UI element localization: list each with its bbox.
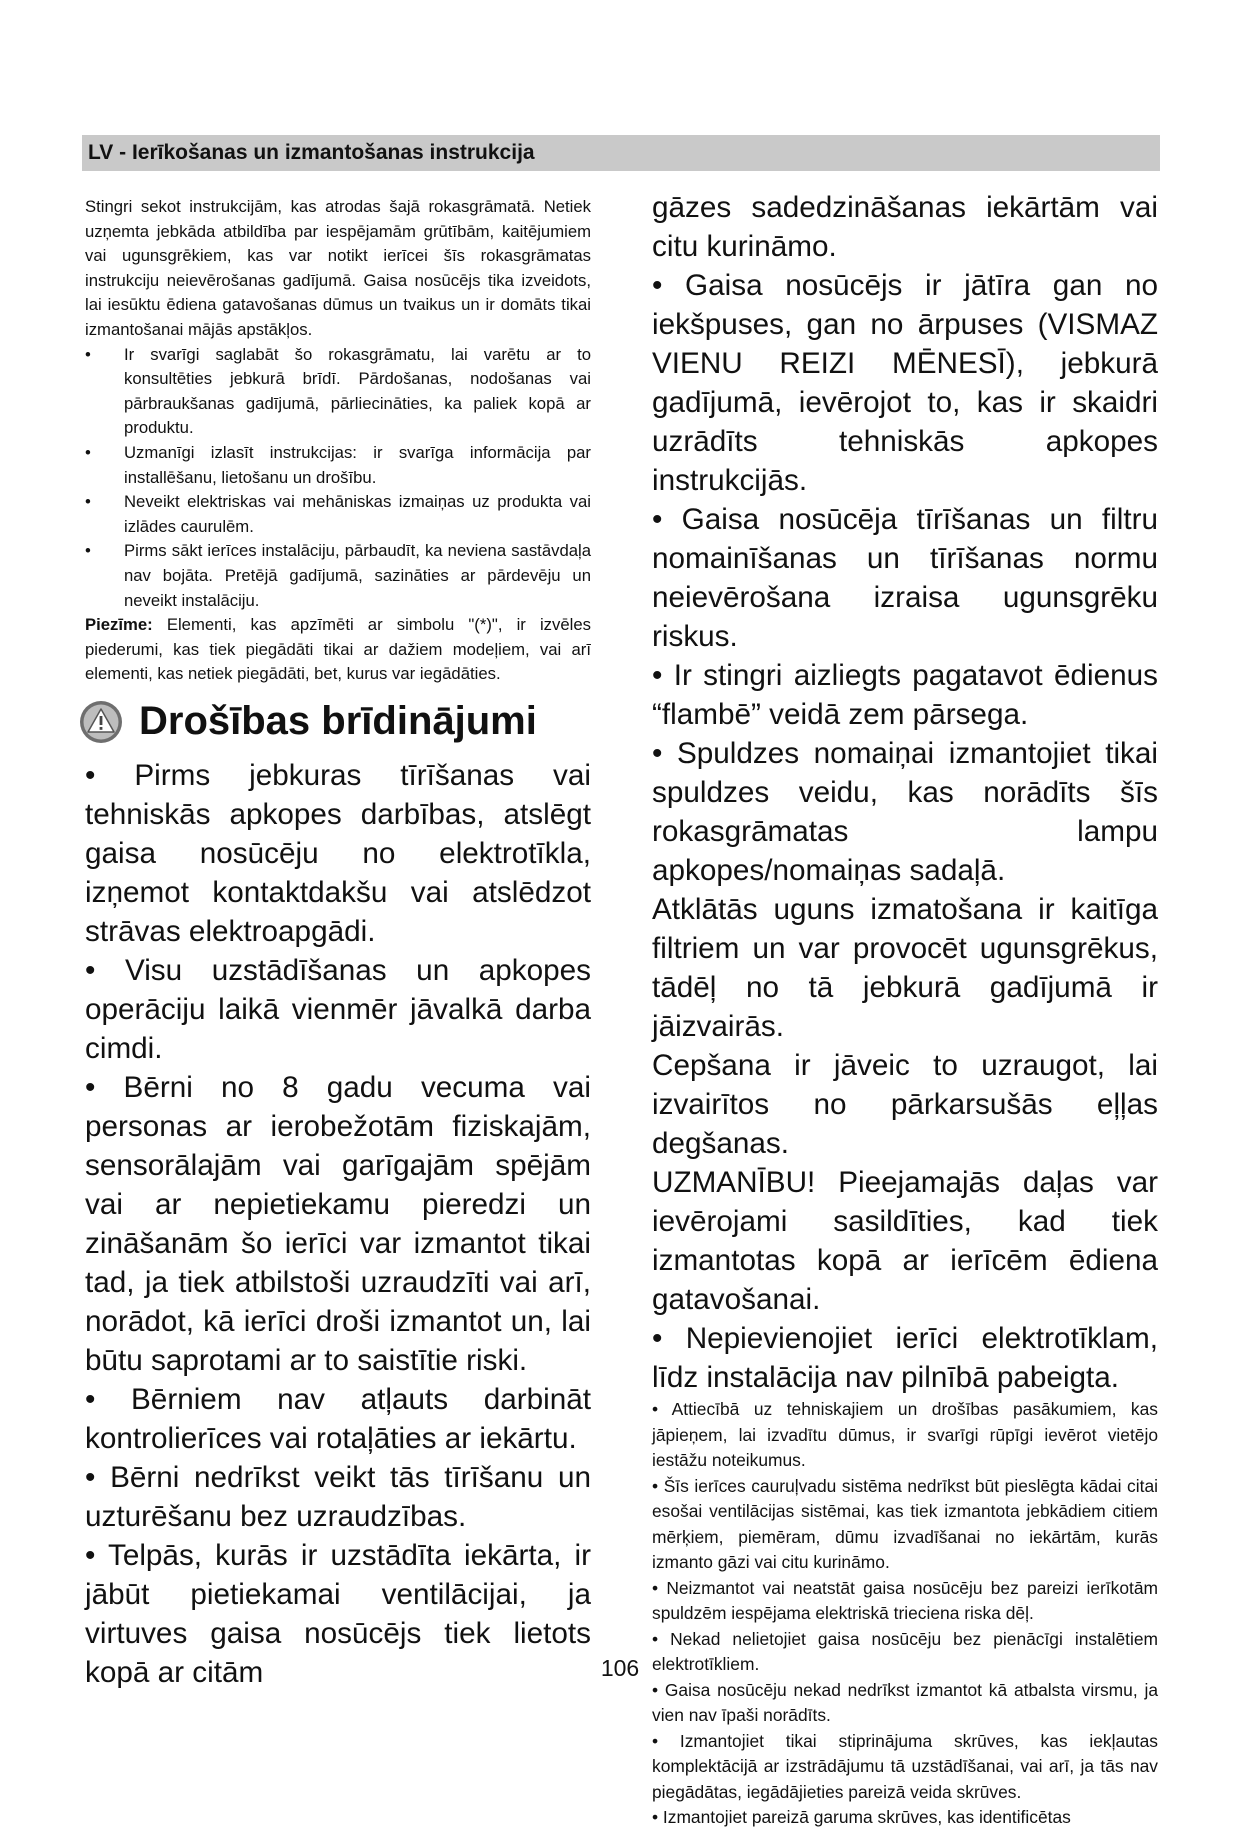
warning-paragraph: • Nepievienojiet ierīci elektrotīklam, līdz instalācija nav pilnībā pabeigta. xyxy=(652,1322,1158,1394)
safety-heading xyxy=(79,695,591,749)
note-label: Piezīme: xyxy=(85,615,153,635)
list-item xyxy=(85,343,591,441)
section-header-bar xyxy=(82,135,1160,171)
warning-paragraph: Atklātās uguns izmatošana ir kaitīga filtriem un var provocēt ugunsgrēkus, tādēļ no tā jebkurā gadījumā ir jāizvairās. xyxy=(652,893,1158,1043)
bullet-glyph: • xyxy=(85,541,91,561)
warning-paragraph: • Spuldzes nomaiņai izmantojiet tikai spuldzes veidu, kas norādīts šīs rokasgrāmatas lampu apkopes/nomaiņas sadaļā. xyxy=(652,737,1158,887)
warning-paragraph: • Gaisa nosūcējs ir jātīra gan no iekšpuses, gan no ārpuses (VISMAZ VIENU REIZI MĒNESĪ), jebkurā gadījumā, ievērojot to, kas ir skaidri uzrādīts tehniskās apkopes instrukcijās. xyxy=(652,269,1158,497)
small-warning-paragraph: • Šīs ierīces cauruļvadu sistēma nedrīkst būt pieslēgta kādai citai esošai ventilācijas sistēmai, kas tiek izmantota jebkādiem citiem mērķiem, piemēram, dūmu izvadīšanai no iekārtām, kurās izmanto gāzi vai citu kurināmo. xyxy=(652,1475,1158,1572)
section-header-title: LV - Ierīkošanas un izmantošanas instrukcija xyxy=(88,141,535,164)
bullet-text: Ir svarīgi saglabāt šo rokasgrāmatu, lai varētu ar to konsultēties jebkurā brīdī. Pārdošanas, nodošanas vai pārbraukšanas gadījumā, pārliecināties, ka paliek kopā ar produktu. xyxy=(124,344,591,438)
bullet-glyph: • xyxy=(85,344,91,364)
small-warning-paragraph: • Nekad nelietojiet gaisa nosūcēju bez pienācīgi instalētiem elektrotīkliem. xyxy=(652,1628,1158,1674)
list-item xyxy=(85,441,591,490)
note-paragraph xyxy=(85,613,591,687)
small-warning-paragraph: • Attiecībā uz tehniskajiem un drošības pasākumiem, kas jāpieņem, lai izvadītu dūmus, ir svarīgi rūpīgi ievērot vietējo iestāžu noteikumus. xyxy=(652,1399,1158,1470)
bullet-text: Uzmanīgi izlasīt instrukcijas: ir svarīga informācija par installēšanu, lietošanu un drošību. xyxy=(124,442,591,487)
list-item xyxy=(85,539,591,613)
warning-paragraph: • Bērni nedrīkst veikt tās tīrīšanu un uzturēšanu bez uzraudzības. xyxy=(85,1460,591,1533)
left-column xyxy=(85,195,591,1692)
warning-paragraph: • Visu uzstādīšanas un apkopes operāciju laikā vienmēr jāvalkā darba cimdi. xyxy=(85,953,591,1065)
warning-paragraph: • Pirms jebkuras tīrīšanas vai tehniskās apkopes darbības, atslēgt gaisa nosūcēju no elektrotīkla, izņemot kontaktdakšu vai atslēdzot strāvas elektroapgādi. xyxy=(85,758,591,948)
bullet-text: Pirms sākt ierīces instalāciju, pārbaudīt, ka neviena sastāvdaļa nav bojāta. Pretējā gadījumā, sazināties ar pārdevēju un neveikt instalāciju. xyxy=(124,541,591,610)
intro-paragraph: Stingri sekot instrukcijām, kas atrodas šajā rokasgrāmatā. Netiek uzņemta jebkāda atbildība par iespējamām grūtībām, kaitējumiem vai ugunsgrēkiem, kas var notikt ierīcei šīs rokasgrāmatas instrukciju neievērošanas gadījumā. Gaisa nosūcējs tika izveidots, lai iesūktu ēdiena gatavošanas dūmus un tvaikus un ir domāts tikai izmantošanai mājās apstākļos. xyxy=(85,197,591,339)
note-text: Elementi, kas apzīmēti ar simbolu "(*)", ir izvēles piederumi, kas tiek piegādāti tikai ar dažiem modeļiem, vai arī elementi, kas netiek piegādāti, bet, kurus var iegādāties. xyxy=(85,615,591,684)
bullet-glyph: • xyxy=(85,442,91,462)
right-column xyxy=(652,188,1158,1831)
warning-paragraph: • Ir stingri aizliegts pagatavot ēdienus “flambē” veidā zem pārsega. xyxy=(652,659,1158,731)
section-title: Drošības brīdinājumi xyxy=(139,699,537,744)
list-item xyxy=(85,490,591,539)
warning-icon xyxy=(79,700,123,744)
small-warning-paragraph: • Izmantojiet pareizā garuma skrūves, kas identificētas xyxy=(652,1807,1071,1827)
warning-paragraph: gāzes sadedzināšanas iekārtām vai citu kurināmo. xyxy=(652,191,1158,263)
warning-paragraph: • Bērniem nav atļauts darbināt kontrolierīces vai rotaļāties ar iekārtu. xyxy=(85,1382,591,1455)
page-number: 106 xyxy=(600,1655,640,1681)
warning-paragraph: • Gaisa nosūcēja tīrīšanas un filtru nomainīšanas un tīrīšanas normu neievērošana izraisa ugunsgrēku riskus. xyxy=(652,503,1158,653)
small-warning-paragraph: • Izmantojiet tikai stiprinājuma skrūves, kas iekļautas komplektācijā ar izstrādājumu tā uzstādīšanai, vai arī, ja tās nav piegādātas, iegādājieties pareizā veida skrūves. xyxy=(652,1730,1158,1802)
warning-paragraph: UZMANĪBU! Pieejamajās daļas var ievērojami sasildīties, kad tiek izmantotas kopā ar ierīcēm ēdiena gatavošanai. xyxy=(652,1166,1158,1316)
small-warning-paragraph: • Gaisa nosūcēju nekad nedrīkst izmantot kā atbalsta virsmu, ja vien nav īpaši norādīts. xyxy=(652,1679,1158,1725)
small-warning-paragraph: • Neizmantot vai neatstāt gaisa nosūcēju bez pareizi ierīkotām spuldzēm iespējama elektriskā trieciena riska dēļ. xyxy=(652,1577,1158,1623)
warning-paragraph: • Bērni no 8 gadu vecuma vai personas ar ierobežotām fiziskajām, sensorālajām vai garīgajām spējām vai ar nepietiekamu pieredzi un zināšanām šo ierīci var izmantot tikai tad, ja tiek atbilstoši uzraudzīti vai arī, norādot, kā ierīci droši izmantot un, lai būtu saprotami ar to saistītie riski. xyxy=(85,1070,591,1377)
bullet-text: Neveikt elektriskas vai mehāniskas izmaiņas uz produkta vai izlādes caurulēm. xyxy=(124,492,591,536)
warning-paragraph: • Telpās, kurās ir uzstādīta iekārta, ir jābūt pietiekamai ventilācijai, ja virtuves gaisa nosūcējs tiek lietots kopā ar citām xyxy=(85,1538,591,1689)
bullet-glyph: • xyxy=(85,492,91,512)
warning-paragraph: Cepšana ir jāveic to uzraugot, lai izvairītos no pārkarsušās eļļas degšanas. xyxy=(652,1049,1158,1160)
